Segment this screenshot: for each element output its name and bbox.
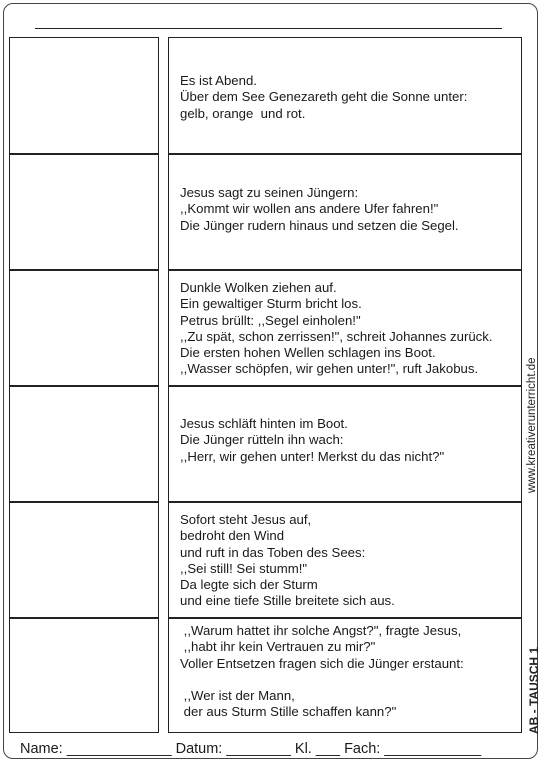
- story-line: und ruft in das Toben des Sees:: [180, 544, 366, 560]
- picture-box[interactable]: [9, 385, 159, 503]
- story-line: Dunkle Wolken ziehen auf.: [180, 280, 337, 295]
- story-line: und eine tiefe Stille breitete sich aus.: [180, 593, 395, 609]
- story-box: [168, 501, 522, 619]
- story-line: ,,Kommt wir wollen ans andere Ufer fahren!": [180, 201, 439, 217]
- story-text: [180, 73, 515, 122]
- picture-box[interactable]: [9, 153, 159, 271]
- story-line: Die Jünger rütteln ihn wach:: [180, 432, 344, 448]
- story-line: Da legte sich der Sturm: [180, 577, 318, 593]
- story-box: [168, 153, 522, 271]
- story-line: ,,Zu spät, schon zerrissen!", schreit Johannes zurück.: [180, 328, 493, 344]
- story-line: ,,Wasser schöpfen, wir gehen unter!", ruft Jakobus.: [180, 361, 479, 377]
- website-label: www.kreativerunterricht.de: [526, 357, 538, 493]
- story-line: Jesus sagt zu seinen Jüngern:: [180, 185, 359, 200]
- story-text: [180, 623, 515, 721]
- story-line: Die ersten hohen Wellen schlagen ins Boot.: [180, 345, 436, 361]
- story-line: ,,Wer ist der Mann,: [180, 688, 295, 704]
- story-box: [168, 37, 522, 155]
- story-line: Sofort steht Jesus auf,: [180, 512, 312, 527]
- picture-box[interactable]: [9, 37, 159, 155]
- story-line: Es ist Abend.: [180, 73, 257, 88]
- picture-box[interactable]: [9, 617, 159, 733]
- story-line: ,,habt ihr kein Vertrauen zu mir?": [180, 639, 376, 655]
- story-text: [180, 185, 515, 234]
- story-line: Über dem See Genezareth geht die Sonne unter:: [180, 89, 468, 105]
- name-date-footer: Name: _____________ Datum: ________ Kl. ___ Fach: ____________: [20, 741, 482, 757]
- story-line: Die Jünger rudern hinaus und setzen die Segel.: [180, 217, 459, 233]
- story-line: ,,Herr, wir gehen unter! Merkst du das nicht?": [180, 448, 445, 464]
- story-line: gelb, orange und rot.: [180, 105, 306, 121]
- story-text: [180, 416, 515, 465]
- story-line: ,,Warum hattet ihr solche Angst?", fragte Jesus,: [180, 623, 462, 638]
- story-box: [168, 617, 522, 733]
- story-text: [180, 512, 515, 610]
- picture-box[interactable]: [9, 269, 159, 387]
- story-line: Voller Entsetzen fragen sich die Jünger erstaunt:: [180, 655, 464, 671]
- story-line: der aus Sturm Stille schaffen kann?": [180, 704, 397, 720]
- story-line: [180, 672, 515, 688]
- story-line: Petrus brüllt: ,,Segel einholen!": [180, 312, 361, 328]
- story-line: Ein gewaltiger Sturm bricht los.: [180, 296, 362, 312]
- story-line: bedroht den Wind: [180, 528, 285, 544]
- picture-box[interactable]: [9, 501, 159, 619]
- story-line: ,,Sei still! Sei stumm!": [180, 560, 308, 576]
- title-line: [35, 28, 502, 29]
- story-line: Jesus schläft hinten im Boot.: [180, 416, 348, 431]
- story-box: [168, 269, 522, 387]
- story-text: [180, 280, 515, 378]
- story-box: [168, 385, 522, 503]
- sheet-tag: AB - TAUSCH 1: [527, 646, 541, 734]
